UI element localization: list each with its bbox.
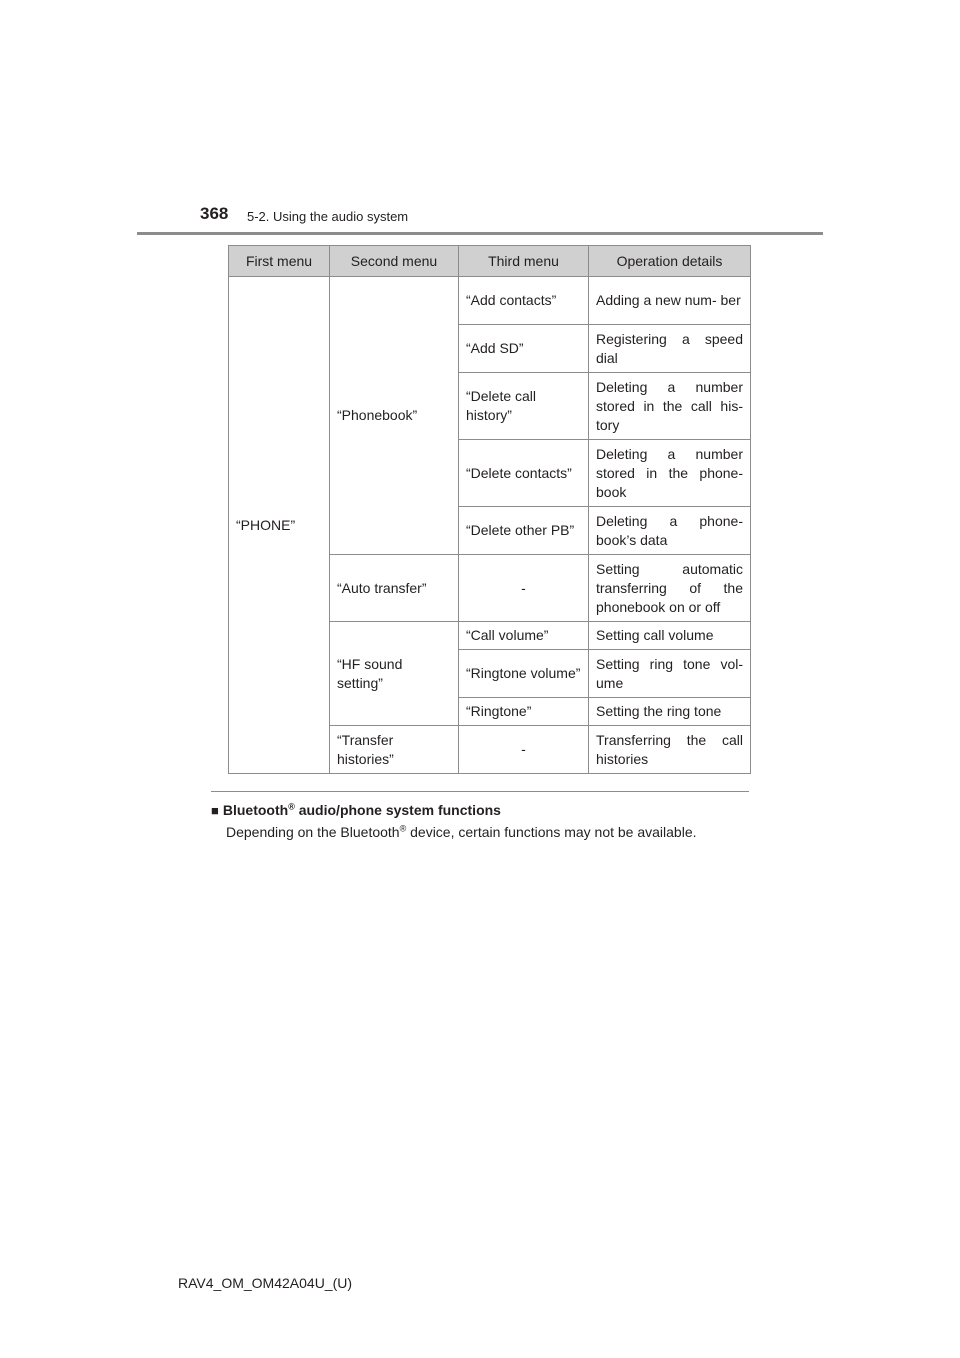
details-cell: Transferring the call histories xyxy=(589,726,751,774)
details-cell: Setting call volume xyxy=(589,622,751,650)
registered-mark: ® xyxy=(399,823,407,834)
note-body-suffix: device, certain functions may not be available. xyxy=(406,824,697,840)
second-menu-cell: “Auto transfer” xyxy=(330,555,459,622)
registered-mark: ® xyxy=(288,801,295,812)
details-cell: Setting ring tone vol- ume xyxy=(589,650,751,698)
note-body xyxy=(226,824,697,840)
note-title xyxy=(211,802,501,818)
first-menu-cell: “PHONE” xyxy=(229,277,330,774)
third-menu-cell: “Delete call history” xyxy=(459,373,589,440)
header-rule xyxy=(137,232,823,235)
third-menu-cell: “Call volume” xyxy=(459,622,589,650)
details-cell: Deleting a number stored in the call his- tory xyxy=(589,373,751,440)
second-menu-cell: “HF sound setting” xyxy=(330,622,459,726)
note-title-prefix: Bluetooth xyxy=(222,802,289,818)
table-row xyxy=(229,277,751,325)
menu-table xyxy=(228,245,751,774)
note-body-prefix: Depending on the Bluetooth xyxy=(226,824,400,840)
second-menu-cell: “Phonebook” xyxy=(330,277,459,555)
details-cell: Adding a new num- ber xyxy=(589,277,751,325)
details-cell: Deleting a phone- book’s data xyxy=(589,507,751,555)
third-menu-cell: - xyxy=(459,555,589,622)
third-menu-cell: “Add SD” xyxy=(459,325,589,373)
details-cell: Setting automatic transferring of the phonebook on or off xyxy=(589,555,751,622)
section-rule xyxy=(211,791,749,792)
column-header: First menu xyxy=(229,246,330,277)
third-menu-cell: “Delete other PB” xyxy=(459,507,589,555)
details-cell: Deleting a number stored in the phone- book xyxy=(589,440,751,507)
column-header: Operation details xyxy=(589,246,751,277)
column-header: Third menu xyxy=(459,246,589,277)
details-cell: Setting the ring tone xyxy=(589,698,751,726)
details-cell: Registering a speed dial xyxy=(589,325,751,373)
page-number: 368 xyxy=(200,204,229,223)
third-menu-cell: “Ringtone volume” xyxy=(459,650,589,698)
square-bullet-icon: ■ xyxy=(211,803,219,818)
footer-doc-code: RAV4_OM_OM42A04U_(U) xyxy=(178,1275,353,1291)
note-title-suffix: audio/phone system functions xyxy=(294,802,501,818)
third-menu-cell: “Delete contacts” xyxy=(459,440,589,507)
third-menu-cell: “Ringtone” xyxy=(459,698,589,726)
section-title: 5-2. Using the audio system xyxy=(247,209,409,224)
table-header-row xyxy=(229,246,751,277)
third-menu-cell: “Add contacts” xyxy=(459,277,589,325)
second-menu-cell: “Transfer histories” xyxy=(330,726,459,774)
column-header: Second menu xyxy=(330,246,459,277)
third-menu-cell: - xyxy=(459,726,589,774)
